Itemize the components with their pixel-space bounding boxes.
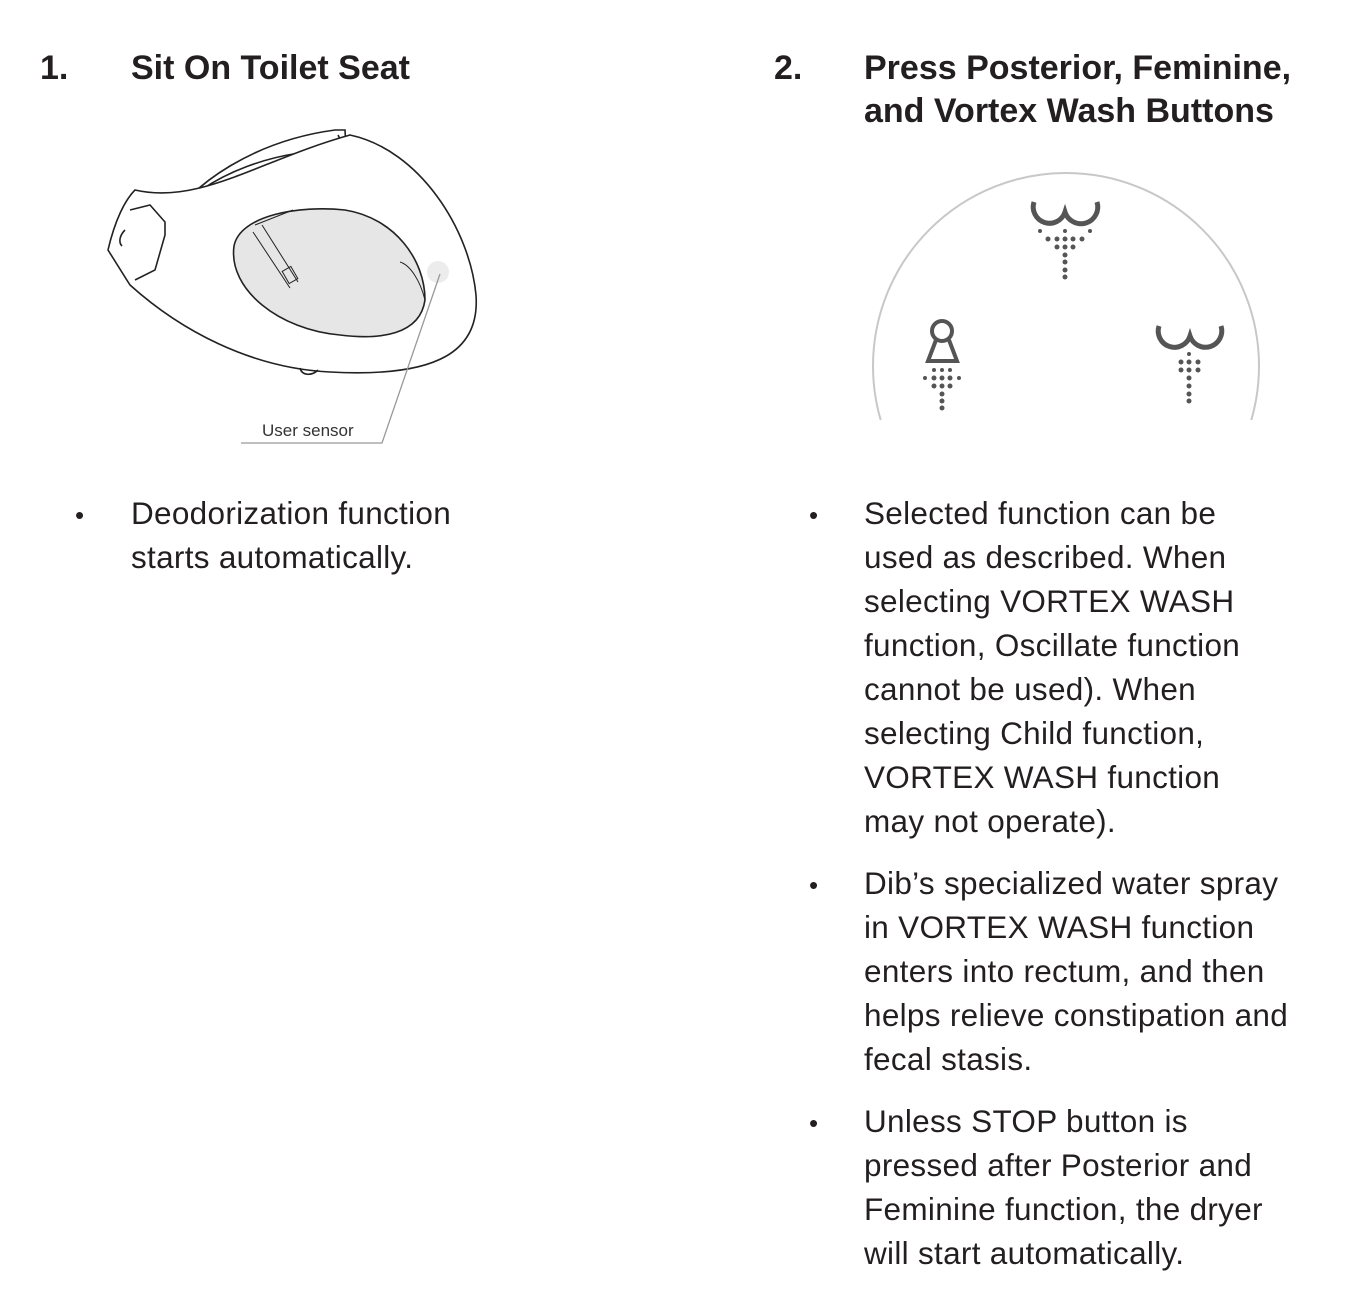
text-line: Deodorization function (131, 495, 452, 531)
text-line: VORTEX WASH function (864, 759, 1221, 795)
title-line: and Vortex Wash Buttons (864, 92, 1274, 130)
illustrations (0, 0, 1362, 460)
step-1-number: 1. (40, 49, 69, 87)
text-line: Feminine function, the dryer (864, 1191, 1263, 1227)
text-line: Selected function can be (864, 495, 1217, 531)
vortex-wash-icon[interactable] (1033, 202, 1098, 280)
step-2-bullet-3 (864, 1099, 1263, 1275)
feminine-wash-icon[interactable] (923, 321, 961, 411)
text-line: may not operate). (864, 803, 1116, 839)
text-line: Unless STOP button is (864, 1103, 1188, 1139)
bullet-icon: • (809, 870, 819, 900)
text-line: will start automatically. (864, 1235, 1185, 1271)
text-line: fecal stasis. (864, 1041, 1033, 1077)
text-line: used as described. When (864, 539, 1227, 575)
posterior-wash-icon[interactable] (1158, 326, 1222, 404)
step-2-bullet-2 (864, 861, 1288, 1081)
text-line: selecting VORTEX WASH (864, 583, 1235, 619)
step-2-number: 2. (774, 49, 803, 87)
text-line: pressed after Posterior and (864, 1147, 1253, 1183)
bullet-icon: • (75, 500, 85, 530)
bullet-icon: • (809, 1108, 819, 1138)
step-2-bullet-1 (864, 491, 1240, 843)
step-1-bullet-1 (131, 491, 451, 579)
text-line: Dib’s specialized water spray (864, 865, 1279, 901)
step-1-title: Sit On Toilet Seat (131, 49, 410, 87)
text-line: in VORTEX WASH function (864, 909, 1255, 945)
text-line: enters into rectum, and then (864, 953, 1265, 989)
text-line: helps relieve constipation and (864, 997, 1289, 1033)
text-line: selecting Child function, (864, 715, 1205, 751)
user-sensor-label: User sensor (262, 421, 354, 440)
text-line: cannot be used). When (864, 671, 1197, 707)
bullet-icon: • (809, 500, 819, 530)
text-line: function, Oscillate function (864, 627, 1241, 663)
text-line: starts automatically. (131, 539, 414, 575)
toilet-seat-illustration (108, 130, 476, 374)
title-line: Press Posterior, Feminine, (864, 49, 1292, 87)
